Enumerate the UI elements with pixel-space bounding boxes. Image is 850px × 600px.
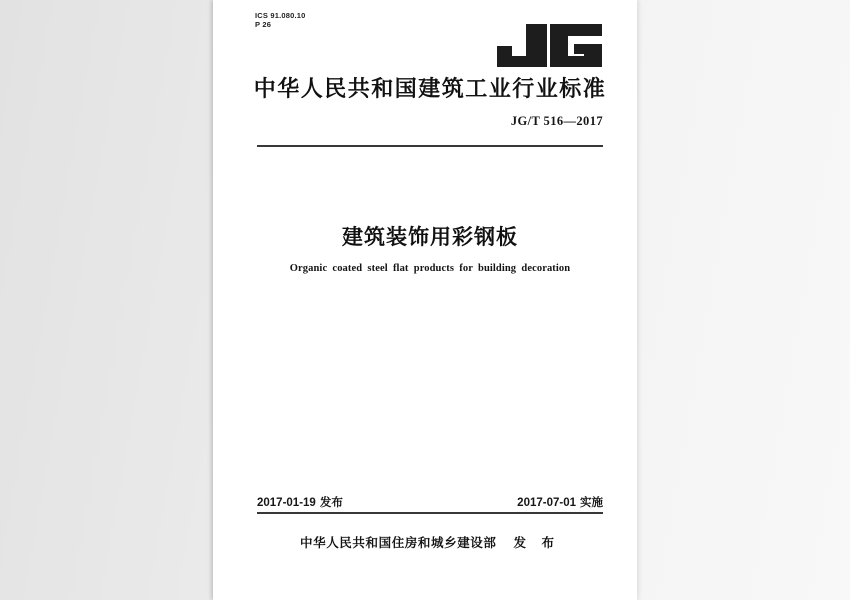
implement-date-label: 实施 [580, 497, 603, 509]
jg-logo-letter-j [497, 24, 547, 67]
standard-cover-page [213, 0, 637, 600]
implement-date [517, 494, 603, 510]
standard-number: JG/T 516—2017 [510, 114, 603, 128]
jg-logo-letter-g [550, 24, 602, 67]
issue-date-value: 2017-01-19 [257, 497, 316, 509]
ics-classification [255, 11, 306, 29]
issue-date [257, 494, 343, 510]
jg-logo-icon [497, 24, 603, 68]
publish-label: 发 布 [513, 536, 560, 550]
publisher-line [253, 533, 607, 551]
footer-rule [257, 512, 603, 514]
document-title-zh: 建筑装饰用彩钢板 [342, 226, 518, 249]
ics-code: ICS 91.080.10 [255, 11, 306, 20]
standard-category-title: 中华人民共和国建筑工业行业标准 [253, 76, 607, 101]
document-title-en: Organic coated steel flat products for building decoration [289, 263, 571, 274]
doc-class-code: P 26 [255, 20, 272, 29]
issue-date-label: 发布 [319, 497, 343, 509]
publisher-name: 中华人民共和国住房和城乡建设部 [300, 536, 497, 550]
header-rule [257, 145, 603, 147]
dates-row [257, 494, 603, 510]
implement-date-value: 2017-07-01 [517, 497, 576, 509]
